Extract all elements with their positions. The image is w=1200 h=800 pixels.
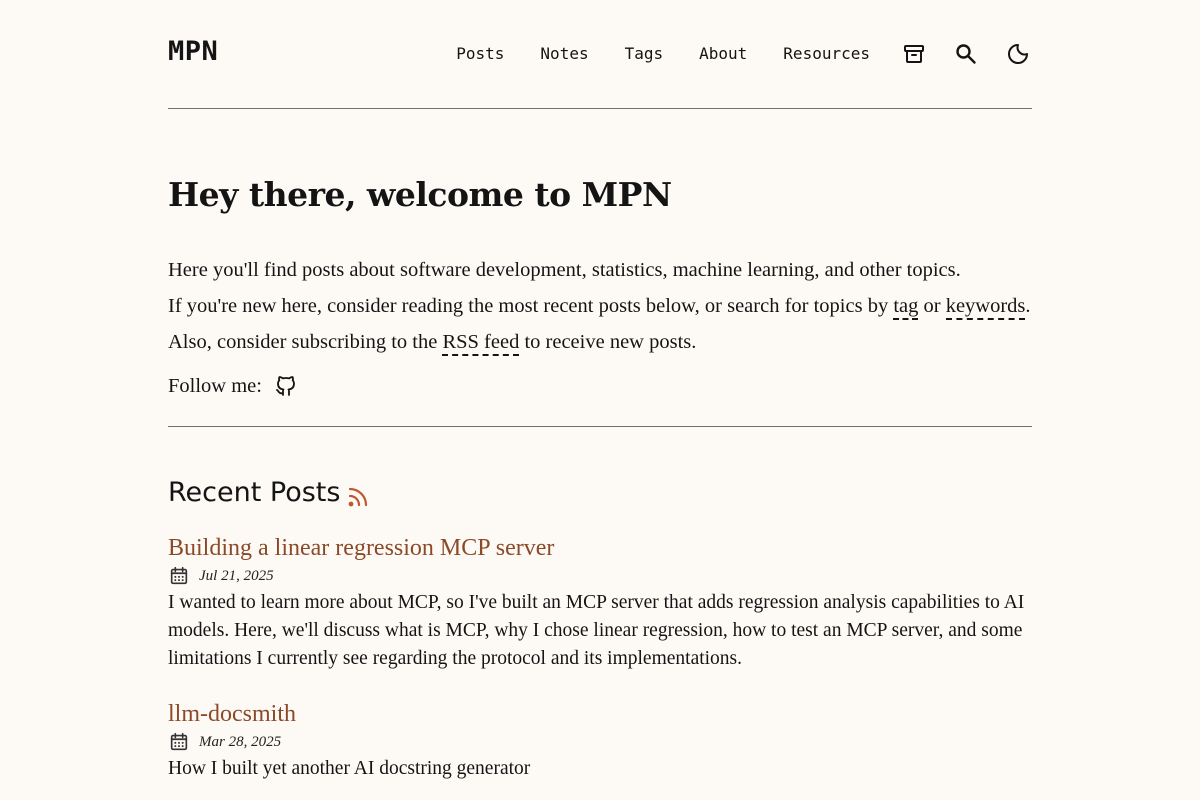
post-date xyxy=(168,563,1032,589)
calendar-icon xyxy=(168,565,190,587)
post-item xyxy=(168,699,1032,783)
new-here-text: If you're new here, consider reading the most recent posts below, or search for topics by xyxy=(168,295,894,317)
subscribe-text: Also, consider subscribing to the xyxy=(168,331,443,353)
follow-me xyxy=(168,366,1032,406)
rss-icon[interactable] xyxy=(346,485,370,509)
nav-notes[interactable]: Notes xyxy=(540,44,589,63)
post-date xyxy=(168,729,1032,755)
post-date-text: Mar 28, 2025 xyxy=(199,733,282,750)
nav-tags[interactable]: Tags xyxy=(624,44,664,63)
main-nav xyxy=(456,36,1032,72)
new-here-period: . xyxy=(1025,295,1031,317)
page-container xyxy=(168,0,1032,783)
archive-icon[interactable] xyxy=(900,40,928,68)
post-description: I wanted to learn more about MCP, so I've built an MCP server that adds regression analysis capabilities to AI models. Here, we'll discuss what is MCP, why I chose linear regression, how to test an MCP server, and some limitations I currently see regarding the protocol and its implementations. xyxy=(168,592,1025,669)
subscribe-tail: to receive new posts. xyxy=(519,331,697,353)
site-header xyxy=(168,0,1032,109)
recent-posts-section xyxy=(168,427,1032,783)
new-here-or: or xyxy=(918,295,946,317)
nav-resources[interactable]: Resources xyxy=(783,44,870,63)
hero-title: Hey there, welcome to MPN xyxy=(168,175,672,214)
post-description: How I built yet another AI docstring generator xyxy=(168,758,531,779)
search-icon[interactable] xyxy=(952,40,980,68)
nav-posts[interactable]: Posts xyxy=(456,44,505,63)
recent-posts-heading xyxy=(168,427,1032,511)
follow-label: Follow me: xyxy=(168,374,262,397)
post-date-text: Jul 21, 2025 xyxy=(199,567,274,584)
moon-icon[interactable] xyxy=(1004,40,1032,68)
post-title-link[interactable]: Building a linear regression MCP server xyxy=(168,535,555,561)
intro-paragraph: Here you'll find posts about software development, statistics, machine learning, and other topics. xyxy=(168,259,961,281)
new-here-paragraph xyxy=(168,292,1032,320)
keywords-link[interactable]: keywords xyxy=(946,295,1026,320)
nav-about[interactable]: About xyxy=(699,44,748,63)
rss-feed-link[interactable]: RSS feed xyxy=(442,331,519,356)
post-item xyxy=(168,533,1032,673)
recent-posts-title: Recent Posts xyxy=(168,477,341,508)
site-logo[interactable]: MPN xyxy=(168,36,219,67)
tag-link[interactable]: tag xyxy=(893,295,918,320)
hero-section xyxy=(168,109,1032,427)
post-title-link[interactable]: llm-docsmith xyxy=(168,701,296,727)
calendar-icon xyxy=(168,731,190,753)
subscribe-paragraph xyxy=(168,328,1032,356)
github-icon[interactable] xyxy=(274,374,298,398)
